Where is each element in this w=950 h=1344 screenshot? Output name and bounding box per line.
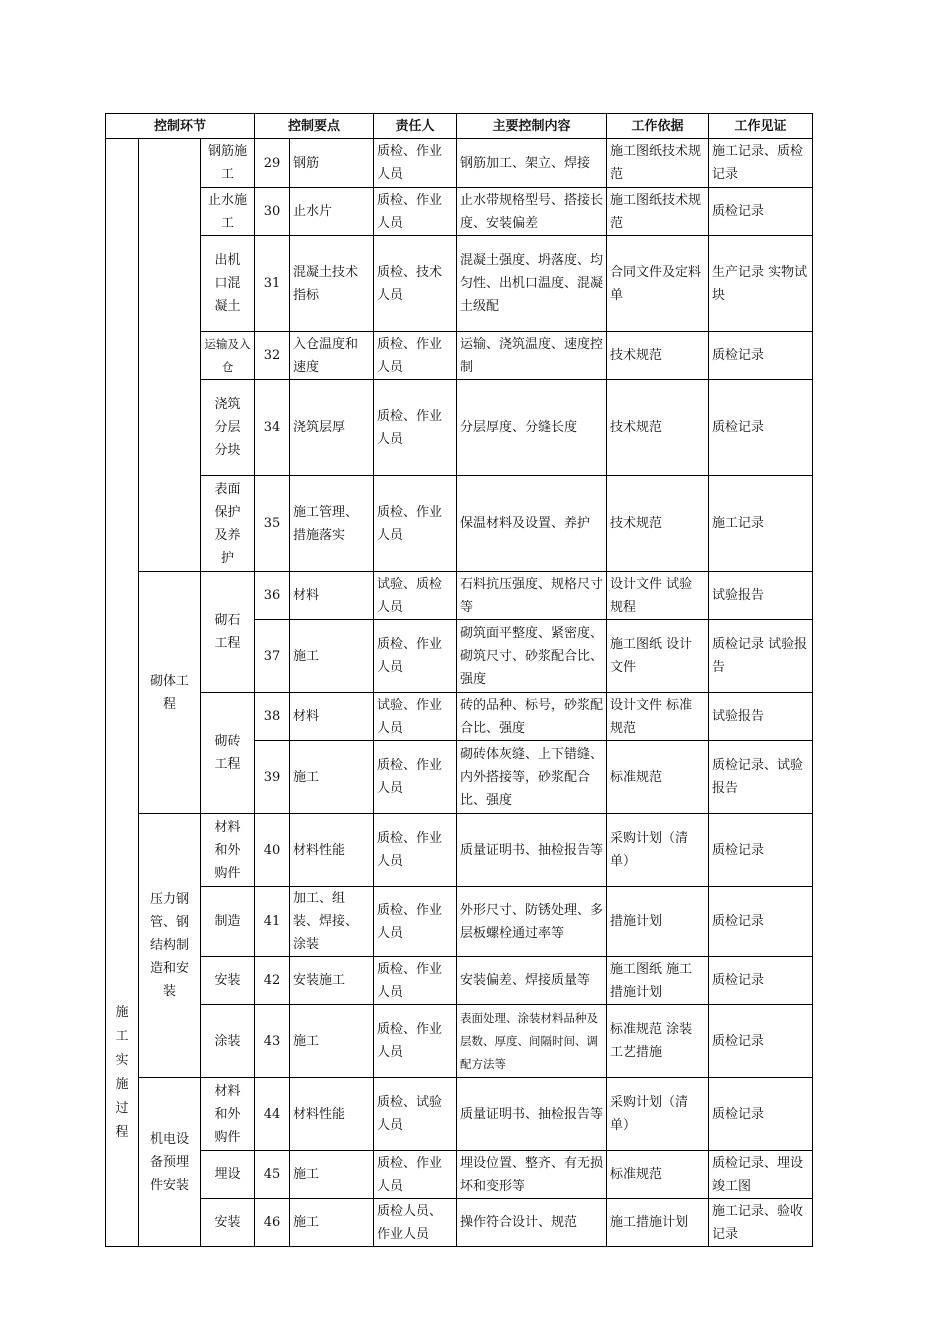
sub-item: 涂装 [201, 1005, 255, 1078]
work-evidence: 生产记录 实物试块 [709, 236, 813, 332]
header-person: 责任人 [374, 114, 457, 139]
group-label: 砌体工程 [139, 572, 201, 814]
control-point: 浇筑层厚 [290, 380, 374, 476]
row-number: 30 [255, 188, 290, 236]
control-content: 质量证明书、抽检报告等 [457, 814, 607, 887]
control-content: 钢筋加工、架立、焊接 [457, 139, 607, 188]
sub-item: 材料和外购件 [201, 1078, 255, 1151]
responsible-person: 质检、作业人员 [374, 957, 457, 1005]
work-evidence: 试验报告 [709, 693, 813, 741]
row-number: 36 [255, 572, 290, 620]
table-row [106, 1005, 813, 1078]
responsible-person: 质检、作业人员 [374, 1151, 457, 1199]
work-basis: 设计文件 试验规程 [607, 572, 709, 620]
work-basis: 技术规范 [607, 380, 709, 476]
control-point: 加工、组装、焊接、涂装 [290, 887, 374, 957]
responsible-person: 质检、作业人员 [374, 814, 457, 887]
row-number: 42 [255, 957, 290, 1005]
subgroup-label: 砌石工程 [201, 572, 255, 693]
control-content: 砌筑面平整度、紧密度、砌筑尺寸、砂浆配合比、强度 [457, 620, 607, 693]
work-evidence: 质检记录 试验报告 [709, 620, 813, 693]
sub-item: 表面保护及养护 [201, 476, 255, 572]
control-point: 施工 [290, 1199, 374, 1247]
control-point: 止水片 [290, 188, 374, 236]
control-point: 钢筋 [290, 139, 374, 188]
header-section: 控制环节 [106, 114, 255, 139]
phase-cell [106, 139, 139, 1247]
work-basis: 合同文件及定料单 [607, 236, 709, 332]
header-row [106, 114, 813, 139]
header-basis: 工作依据 [607, 114, 709, 139]
responsible-person: 质检、作业人员 [374, 139, 457, 188]
responsible-person: 质检、作业人员 [374, 380, 457, 476]
work-evidence: 质检记录 [709, 1005, 813, 1078]
control-point: 材料 [290, 572, 374, 620]
row-number: 40 [255, 814, 290, 887]
work-basis: 施工图纸技术规范 [607, 139, 709, 188]
control-point: 材料性能 [290, 814, 374, 887]
table-row [106, 188, 813, 236]
sub-item: 安装 [201, 1199, 255, 1247]
work-basis: 措施计划 [607, 887, 709, 957]
work-evidence: 施工记录 [709, 476, 813, 572]
sub-item: 埋设 [201, 1151, 255, 1199]
control-point: 施工 [290, 620, 374, 693]
responsible-person: 质检、试验人员 [374, 1078, 457, 1151]
table-row [106, 957, 813, 1005]
work-basis: 施工图纸 设计文件 [607, 620, 709, 693]
work-basis: 施工图纸 施工措施计划 [607, 957, 709, 1005]
subgroup-label: 砌砖工程 [201, 693, 255, 814]
control-content: 分层厚度、分缝长度 [457, 380, 607, 476]
table-row [106, 1078, 813, 1151]
control-content: 石料抗压强度、规格尺寸等 [457, 572, 607, 620]
control-point: 入仓温度和速度 [290, 332, 374, 380]
control-content: 表面处理、涂装材料品种及层数、厚度、间隔时间、调配方法等 [457, 1005, 607, 1078]
row-number: 32 [255, 332, 290, 380]
work-evidence: 质检记录 [709, 957, 813, 1005]
row-number: 35 [255, 476, 290, 572]
control-content: 质量证明书、抽检报告等 [457, 1078, 607, 1151]
phase-label: 施工实施过程 [115, 1004, 129, 1140]
control-content: 埋设位置、整齐、有无损坏和变形等 [457, 1151, 607, 1199]
work-basis: 标准规范 [607, 1151, 709, 1199]
sub-item: 浇筑分层分块 [201, 380, 255, 476]
table-row [106, 572, 813, 620]
responsible-person: 质检、作业人员 [374, 476, 457, 572]
table-row [106, 887, 813, 957]
table-row [106, 1199, 813, 1247]
row-number: 41 [255, 887, 290, 957]
sub-item: 止水施工 [201, 188, 255, 236]
work-basis: 施工图纸技术规范 [607, 188, 709, 236]
row-number: 43 [255, 1005, 290, 1078]
table-row [106, 476, 813, 572]
header-evidence: 工作见证 [709, 114, 813, 139]
responsible-person: 质检、作业人员 [374, 620, 457, 693]
control-content: 砖的品种、标号，砂浆配合比、强度 [457, 693, 607, 741]
header-content: 主要控制内容 [457, 114, 607, 139]
work-basis: 采购计划（清单） [607, 1078, 709, 1151]
work-basis: 技术规范 [607, 332, 709, 380]
row-number: 46 [255, 1199, 290, 1247]
responsible-person: 质检、作业人员 [374, 741, 457, 814]
group-label: 机电设备预埋件安装 [139, 1078, 201, 1247]
control-point: 混凝土技术指标 [290, 236, 374, 332]
responsible-person: 质检、作业人员 [374, 1005, 457, 1078]
work-evidence: 施工记录、验收记录 [709, 1199, 813, 1247]
table-row [106, 236, 813, 332]
responsible-person: 试验、质检人员 [374, 572, 457, 620]
table-row [106, 380, 813, 476]
control-point: 施工管理、措施落实 [290, 476, 374, 572]
control-content: 止水带规格型号、搭接长度、安装偏差 [457, 188, 607, 236]
concrete-group-cell [139, 139, 201, 572]
table-row [106, 332, 813, 380]
control-content: 安装偏差、焊接质量等 [457, 957, 607, 1005]
control-point: 施工 [290, 1005, 374, 1078]
control-content: 混凝土强度、坍落度、均匀性、出机口温度、混凝土级配 [457, 236, 607, 332]
control-content: 运输、浇筑温度、速度控制 [457, 332, 607, 380]
work-basis: 技术规范 [607, 476, 709, 572]
sub-item: 安装 [201, 957, 255, 1005]
row-number: 31 [255, 236, 290, 332]
control-point: 施工 [290, 1151, 374, 1199]
responsible-person: 质检、技术人员 [374, 236, 457, 332]
row-number: 34 [255, 380, 290, 476]
control-content: 保温材料及设置、养护 [457, 476, 607, 572]
responsible-person: 质检、作业人员 [374, 887, 457, 957]
work-evidence: 质检记录 [709, 380, 813, 476]
work-evidence: 质检记录 [709, 814, 813, 887]
group-label: 压力钢管、钢结构制造和安装 [139, 814, 201, 1078]
work-basis: 设计文件 标准规范 [607, 693, 709, 741]
control-point: 材料 [290, 693, 374, 741]
row-number: 29 [255, 139, 290, 188]
work-basis: 施工措施计划 [607, 1199, 709, 1247]
work-evidence: 质检记录、试验报告 [709, 741, 813, 814]
table-row [106, 139, 813, 188]
work-evidence: 质检记录 [709, 1078, 813, 1151]
control-content: 砌砖体灰缝、上下错缝、内外搭接等，砂浆配合比、强度 [457, 741, 607, 814]
work-evidence: 质检记录、埋设竣工图 [709, 1151, 813, 1199]
table-row [106, 1151, 813, 1199]
table-row [106, 693, 813, 741]
row-number: 38 [255, 693, 290, 741]
responsible-person: 质检、作业人员 [374, 332, 457, 380]
control-point: 施工 [290, 741, 374, 814]
quality-control-table [105, 113, 813, 1247]
header-point: 控制要点 [255, 114, 374, 139]
sub-item: 制造 [201, 887, 255, 957]
sub-item: 出机口混凝土 [201, 236, 255, 332]
control-content: 外形尺寸、防锈处理、多层板螺栓通过率等 [457, 887, 607, 957]
responsible-person: 质检人员、作业人员 [374, 1199, 457, 1247]
sub-item: 运输及入仓 [201, 332, 255, 380]
sub-item: 材料和外购件 [201, 814, 255, 887]
control-content: 操作符合设计、规范 [457, 1199, 607, 1247]
row-number: 39 [255, 741, 290, 814]
work-evidence: 试验报告 [709, 572, 813, 620]
responsible-person: 试验、作业人员 [374, 693, 457, 741]
control-point: 材料性能 [290, 1078, 374, 1151]
work-basis: 标准规范 [607, 741, 709, 814]
responsible-person: 质检、作业人员 [374, 188, 457, 236]
row-number: 45 [255, 1151, 290, 1199]
work-evidence: 施工记录、质检记录 [709, 139, 813, 188]
work-evidence: 质检记录 [709, 332, 813, 380]
sub-item: 钢筋施工 [201, 139, 255, 188]
work-evidence: 质检记录 [709, 887, 813, 957]
row-number: 37 [255, 620, 290, 693]
row-number: 44 [255, 1078, 290, 1151]
work-basis: 标准规范 涂装工艺措施 [607, 1005, 709, 1078]
control-point: 安装施工 [290, 957, 374, 1005]
work-basis: 采购计划（清单） [607, 814, 709, 887]
table-row [106, 814, 813, 887]
work-evidence: 质检记录 [709, 188, 813, 236]
